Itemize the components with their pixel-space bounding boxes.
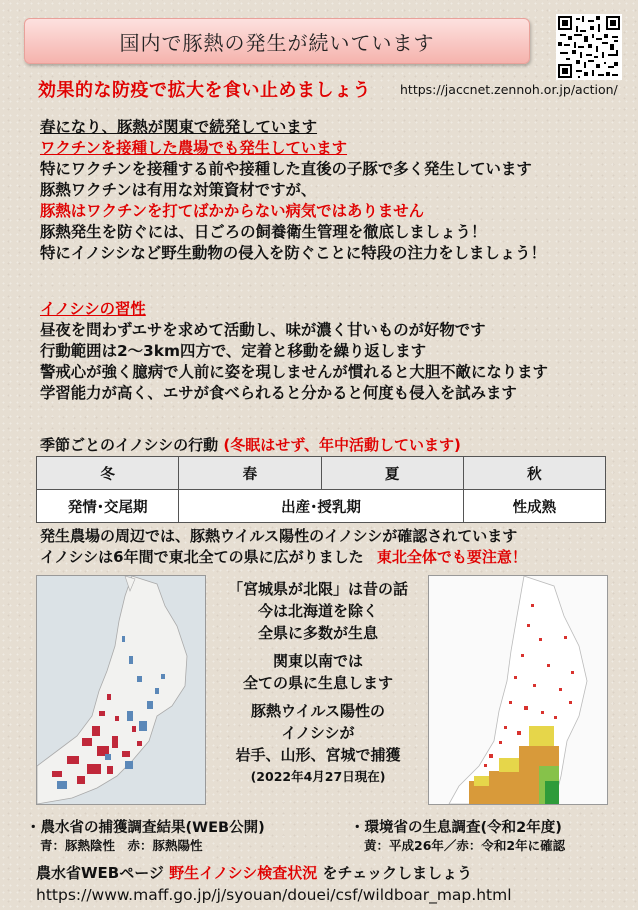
habits-line-1: 昼夜を問わずエサを求めて活動し、味が濃く甘いものが好物です [40, 321, 486, 339]
jaccnet-url[interactable]: https://jaccnet.zennoh.or.jp/action/ [400, 82, 618, 97]
season-spring: 春 [179, 457, 321, 490]
habits-line-2: 行動範囲は2～3km四方で、定着と移動を繰り返します [40, 342, 426, 360]
spring-heading: 春になり、豚熱が関東で続発しています [40, 118, 318, 136]
note-date: (2022年4月27日現在) [250, 769, 386, 784]
qr-code[interactable] [556, 14, 622, 80]
season-summer: 夏 [321, 457, 463, 490]
spread-warning [40, 526, 527, 568]
note-old-limit: 「宮城県が北限」は昔の話 [227, 580, 408, 598]
moe-map-image [429, 576, 607, 804]
section-spring [40, 117, 546, 264]
note-all-habitat: 全ての県に生息します [242, 674, 393, 692]
season-caption [40, 434, 461, 455]
season-label: 季節ごとのイノシシの行動 [40, 436, 219, 454]
season-behavior-row [37, 490, 606, 523]
headline: 効果的な防疫で拡大を食い止めましょう [38, 80, 371, 101]
maff-url[interactable]: https://www.maff.go.jp/j/syouan/douei/csf/wildboar_map.html [36, 886, 512, 904]
note-except-hokkaido: 今は北海道を除く [257, 602, 378, 620]
season-note: (冬眠はせず、年中活動しています) [223, 436, 461, 454]
warning-line-1: 発生農場の周辺では、豚熱ウイルス陽性のイノシシが確認されています [40, 527, 518, 545]
behavior-spring-summer: 出産･授乳期 [179, 490, 464, 523]
bottom-link-label[interactable]: 野生イノシシ検査状況 [169, 864, 318, 882]
note-captured: 岩手、山形、宮城で捕獲 [235, 746, 401, 764]
spring-line-2: 豚熱ワクチンは有用な対策資材ですが、 [40, 181, 317, 199]
title-banner [24, 18, 530, 64]
warning-line-2: イノシシは6年間で東北全ての県に広がりました [40, 548, 364, 566]
season-winter: 冬 [37, 457, 179, 490]
bottom-suffix: をチェックしましょう [322, 864, 473, 882]
tohoku-alert: 東北全体でも要注意！ [376, 548, 527, 566]
qr-code-image [556, 14, 622, 80]
habits-heading: イノシシの習性 [40, 300, 146, 318]
spring-line-4: 特にイノシシなど野生動物の侵入を防ぐことに特段の注力をしましょう！ [40, 244, 546, 262]
note-positive: 豚熱ウイルス陽性の [250, 702, 386, 720]
behavior-winter: 発情･交尾期 [37, 490, 179, 523]
habits-line-4: 学習能力が高く、エサが食べられると分かると何度も侵入を試みます [40, 384, 517, 402]
season-autumn: 秋 [463, 457, 605, 490]
season-header-row [37, 457, 606, 490]
note-south-kanto: 関東以南では [272, 652, 363, 670]
spring-line-3: 豚熱発生を防ぐには、日ごろの飼養衛生管理を徹底しましょう！ [40, 223, 487, 241]
legend-moe-title: ・環境省の生息調査(令和2年度) [350, 820, 562, 836]
maff-capture-map [36, 575, 206, 805]
bottom-call [36, 862, 472, 883]
vaccine-not-perfect-warning: 豚熱はワクチンを打てばかからない病気ではありません [40, 202, 424, 220]
legend-maff-title: ・農水省の捕獲調査結果(WEB公開) [26, 820, 265, 836]
note-all-prefectures: 全県に多数が生息 [257, 624, 378, 642]
section-habits [40, 299, 548, 404]
habits-line-3: 警戒心が強く臆病で人前に姿を現しませんが慣れると大胆不敵になります [40, 363, 548, 381]
season-table [36, 456, 606, 523]
legend-maff-sub: 青：豚熱陰性 赤：豚熱陽性 [40, 838, 203, 853]
behavior-autumn: 性成熟 [463, 490, 605, 523]
maff-map-image [37, 576, 205, 804]
moe-habitat-map [428, 575, 608, 805]
page-title: 国内で豚熱の発生が続いています [119, 30, 435, 55]
legend-moe-sub: 黄：平成26年／赤：令和2年に確認 [364, 838, 566, 853]
note-boar: イノシシが [281, 724, 355, 742]
spring-line-1: 特にワクチンを接種する前や接種した直後の子豚で多く発生しています [40, 160, 532, 178]
center-notes [212, 578, 424, 788]
bottom-prefix: 農水省WEBページ [36, 864, 164, 882]
vaccine-farm-warning: ワクチンを接種した農場でも発生しています [40, 139, 348, 157]
